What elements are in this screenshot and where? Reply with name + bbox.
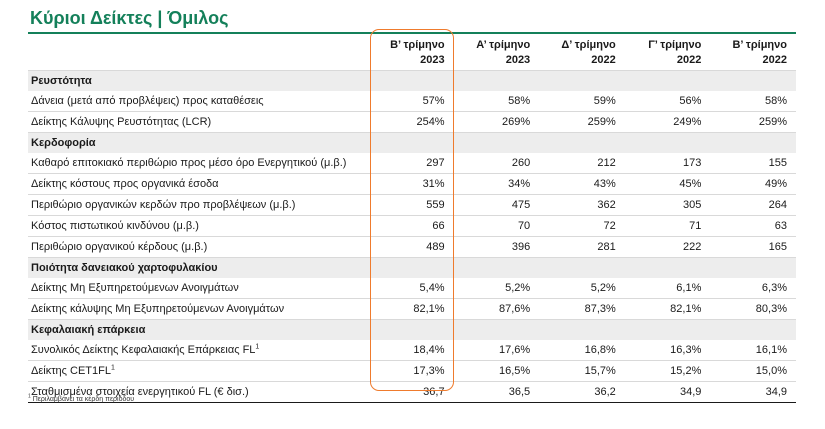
table-row (28, 174, 796, 195)
column-header-q1-2023: Α’ τρίμηνο 2023 (454, 36, 540, 71)
table-row (28, 361, 796, 382)
value-cell: 66 (368, 216, 454, 237)
value-cell: 559 (368, 195, 454, 216)
section-empty-cell (368, 133, 454, 154)
value-cell: 254% (368, 112, 454, 133)
value-cell: 281 (539, 237, 625, 258)
section-empty-cell (539, 320, 625, 341)
value-cell: 165 (710, 237, 796, 258)
section-empty-cell (625, 258, 711, 279)
table-row (28, 112, 796, 133)
value-cell: 264 (710, 195, 796, 216)
value-cell: 16,1% (710, 340, 796, 361)
row-label-text: Καθαρό επιτοκιακό περιθώριο προς μέσο όρο Ενεργητικού (μ.β.) (31, 157, 347, 169)
value-cell: 16,8% (539, 340, 625, 361)
section-header-row (28, 320, 796, 341)
table-row (28, 91, 796, 112)
section-header-row (28, 133, 796, 154)
value-cell: 82,1% (368, 299, 454, 320)
value-cell: 260 (454, 153, 540, 174)
section-empty-cell (710, 258, 796, 279)
row-label-text: Συνολικός Δείκτης Κεφαλαιακής Επάρκειας FL (31, 344, 256, 356)
row-label (28, 216, 368, 237)
row-label (28, 299, 368, 320)
section-empty-cell (368, 258, 454, 279)
column-header-q2-2022: Β’ τρίμηνο 2022 (710, 36, 796, 71)
section-empty-cell (454, 71, 540, 92)
value-cell: 31% (368, 174, 454, 195)
value-cell: 71 (625, 216, 711, 237)
value-cell: 17,3% (368, 361, 454, 382)
row-label (28, 91, 368, 112)
value-cell: 475 (454, 195, 540, 216)
value-cell: 16,3% (625, 340, 711, 361)
section-empty-cell (625, 320, 711, 341)
row-label (28, 361, 368, 382)
row-label (28, 174, 368, 195)
section-empty-cell (625, 71, 711, 92)
row-label-text: Σταθμισμένα στοιχεία ενεργητικού FL (€ δισ.) (31, 386, 249, 398)
row-label-text: Δείκτης CET1FL (31, 365, 111, 377)
page-title: Κύριοι Δείκτες | Όμιλος (30, 8, 229, 28)
value-cell: 87,6% (454, 299, 540, 320)
value-cell: 87,3% (539, 299, 625, 320)
footnote (28, 393, 135, 403)
value-cell: 489 (368, 237, 454, 258)
value-cell: 72 (539, 216, 625, 237)
row-label-text: Δείκτης Μη Εξυπηρετούμενων Ανοιγμάτων (31, 282, 239, 294)
section-title: Ρευστότητα (28, 71, 368, 92)
row-label-text: Δείκτης κόστους προς οργανικά έσοδα (31, 178, 219, 190)
column-header-q4-2022: Δ’ τρίμηνο 2022 (539, 36, 625, 71)
key-indicators-table (28, 36, 796, 403)
value-cell: 56% (625, 91, 711, 112)
value-cell: 63 (710, 216, 796, 237)
value-cell: 34,9 (625, 382, 711, 403)
value-cell: 6,1% (625, 278, 711, 299)
row-label (28, 237, 368, 258)
row-label (28, 340, 368, 361)
section-header-row (28, 258, 796, 279)
column-header-q3-2022: Γ’ τρίμηνο 2022 (625, 36, 711, 71)
value-cell: 396 (454, 237, 540, 258)
section-empty-cell (710, 320, 796, 341)
section-empty-cell (539, 258, 625, 279)
value-cell: 43% (539, 174, 625, 195)
value-cell: 34% (454, 174, 540, 195)
column-header-q2-2023: Β’ τρίμηνο 2023 (368, 36, 454, 71)
value-cell: 259% (710, 112, 796, 133)
value-cell: 249% (625, 112, 711, 133)
value-cell: 45% (625, 174, 711, 195)
value-cell: 34,9 (710, 382, 796, 403)
section-title: Ποιότητα δανειακού χαρτοφυλακίου (28, 258, 368, 279)
value-cell: 36,2 (539, 382, 625, 403)
table-row (28, 278, 796, 299)
row-label-text: Δείκτης Κάλυψης Ρευστότητας (LCR) (31, 116, 212, 128)
table-row (28, 299, 796, 320)
section-empty-cell (368, 71, 454, 92)
value-cell: 212 (539, 153, 625, 174)
value-cell: 70 (454, 216, 540, 237)
section-title: Κεφαλαιακή επάρκεια (28, 320, 368, 341)
value-cell: 305 (625, 195, 711, 216)
section-empty-cell (454, 320, 540, 341)
value-cell: 36,5 (454, 382, 540, 403)
value-cell: 15,2% (625, 361, 711, 382)
header-label-cell (28, 36, 368, 71)
value-cell: 222 (625, 237, 711, 258)
value-cell: 82,1% (625, 299, 711, 320)
value-cell: 173 (625, 153, 711, 174)
section-title: Κερδοφορία (28, 133, 368, 154)
table-row (28, 237, 796, 258)
table-row (28, 340, 796, 361)
value-cell: 5,4% (368, 278, 454, 299)
row-label (28, 278, 368, 299)
table-row (28, 216, 796, 237)
value-cell: 59% (539, 91, 625, 112)
value-cell: 5,2% (454, 278, 540, 299)
value-cell: 16,5% (454, 361, 540, 382)
row-label-text: Περιθώριο οργανικού κέρδους (μ.β.) (31, 241, 208, 253)
section-empty-cell (710, 133, 796, 154)
row-label (28, 195, 368, 216)
value-cell: 57% (368, 91, 454, 112)
value-cell: 362 (539, 195, 625, 216)
row-label-text: Κόστος πιστωτικού κινδύνου (μ.β.) (31, 220, 199, 232)
section-empty-cell (710, 71, 796, 92)
footnote-reference: 1 (110, 364, 115, 372)
section-empty-cell (539, 71, 625, 92)
value-cell: 36,7 (368, 382, 454, 403)
value-cell: 297 (368, 153, 454, 174)
table-row (28, 195, 796, 216)
row-label-text: Δείκτης κάλυψης Μη Εξυπηρετούμενων Ανοιγμάτων (31, 303, 285, 315)
table-row (28, 382, 796, 403)
value-cell: 49% (710, 174, 796, 195)
value-cell: 269% (454, 112, 540, 133)
row-label (28, 112, 368, 133)
section-header-row (28, 71, 796, 92)
table-header-row (28, 36, 796, 71)
section-empty-cell (368, 320, 454, 341)
value-cell: 15,0% (710, 361, 796, 382)
value-cell: 5,2% (539, 278, 625, 299)
section-empty-cell (539, 133, 625, 154)
value-cell: 15,7% (539, 361, 625, 382)
value-cell: 18,4% (368, 340, 454, 361)
footnote-text: Περιλαμβάνει τα κέρδη περιόδου (32, 396, 135, 403)
table-row (28, 153, 796, 174)
value-cell: 58% (710, 91, 796, 112)
section-empty-cell (454, 133, 540, 154)
value-cell: 6,3% (710, 278, 796, 299)
row-label-text: Δάνεια (μετά από προβλέψεις) προς καταθέσεις (31, 95, 264, 107)
value-cell: 17,6% (454, 340, 540, 361)
section-empty-cell (625, 133, 711, 154)
section-empty-cell (454, 258, 540, 279)
title-underline (28, 32, 796, 34)
value-cell: 155 (710, 153, 796, 174)
value-cell: 259% (539, 112, 625, 133)
value-cell: 80,3% (710, 299, 796, 320)
row-label-text: Περιθώριο οργανικών κερδών προ προβλέψεων (μ.β.) (31, 199, 296, 211)
row-label (28, 153, 368, 174)
footnote-marker: 1 (28, 393, 31, 400)
footnote-reference: 1 (255, 343, 260, 351)
value-cell: 58% (454, 91, 540, 112)
